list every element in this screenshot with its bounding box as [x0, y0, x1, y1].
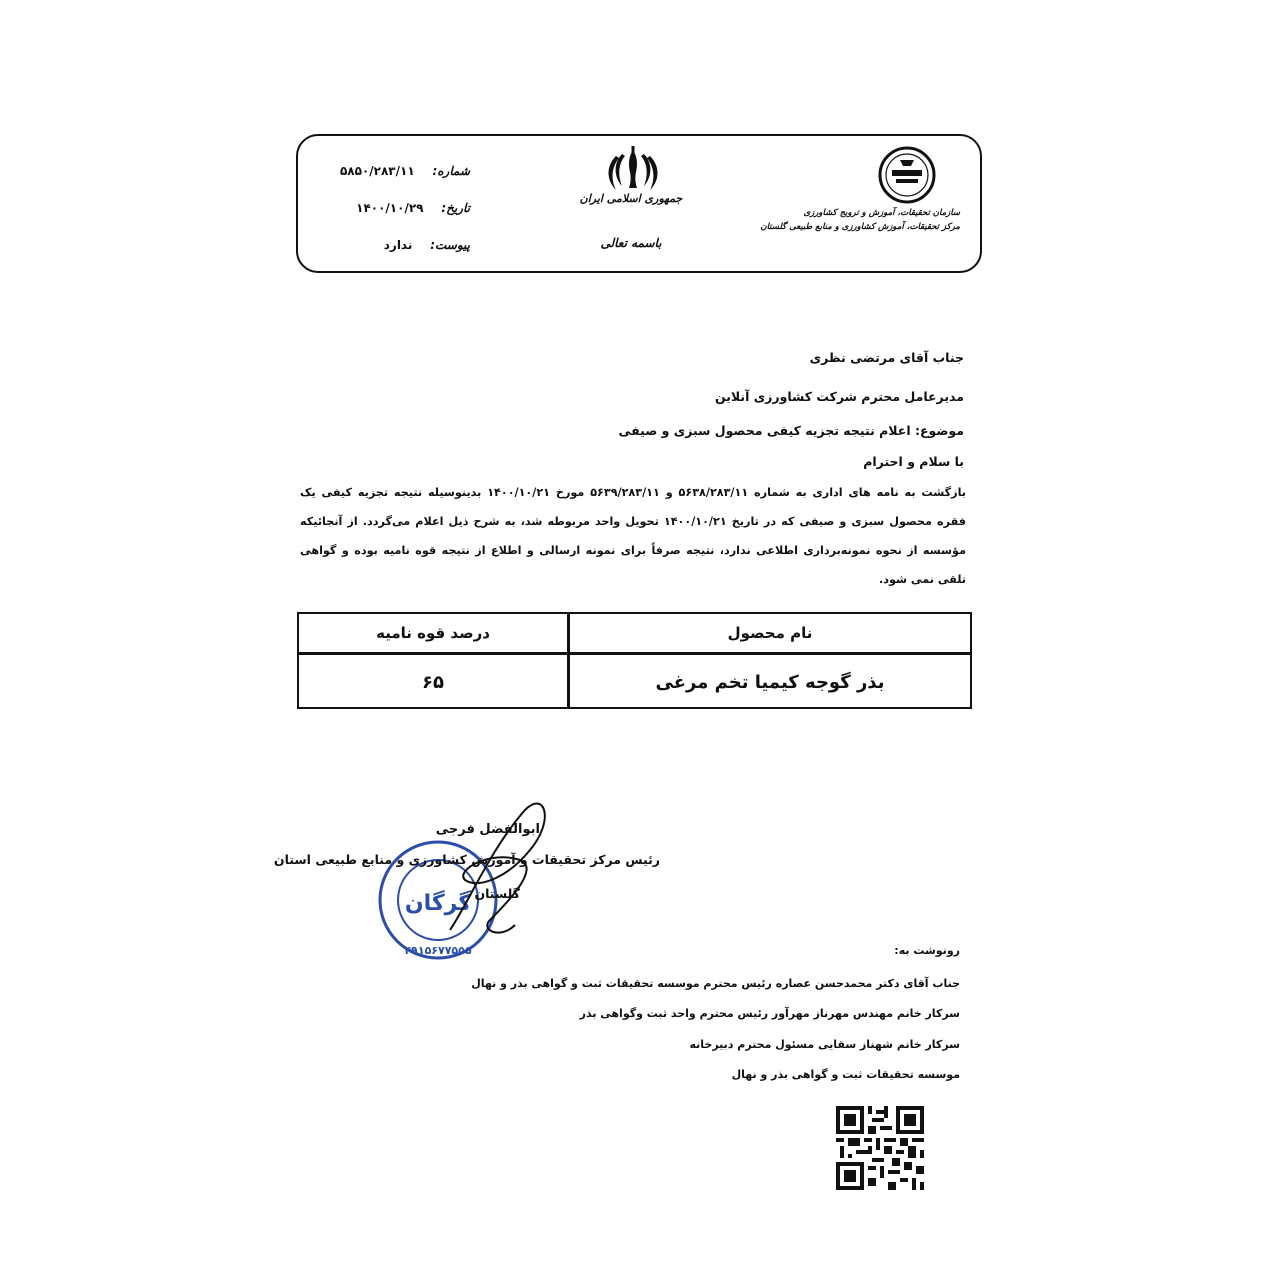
recipient-name: جناب آقای مرتضی نظری [809, 350, 964, 365]
letter-date-value: ۱۴۰۰/۱۰/۲۹ [356, 201, 424, 215]
copy-recipient-1: جناب آقای دکتر محمدحسن عصاره رئیس محترم موسسه تحقیقات ثبت و گواهی بذر و نهال [471, 977, 960, 990]
letter-date-label: تاریخ: [441, 201, 470, 215]
jahad-logo-icon [878, 146, 936, 204]
signatory-name: ابوالفضل فرجی [435, 822, 540, 837]
copy-recipient-4: موسسه تحقیقات ثبت و گواهی بذر و نهال [731, 1068, 960, 1081]
qr-code-icon [836, 1106, 924, 1190]
handwritten-signature [430, 790, 560, 950]
letter-attachment-row [340, 238, 470, 252]
letter-body: بازگشت به نامه های اداری به شماره ۵۶۳۸/۲۸۳/۱۱ و ۵۶۳۹/۲۸۳/۱۱ مورخ ۱۴۰۰/۱۰/۲۱ بدینوسیله نتیجه تجزیه کیفی یک فقره محصول سبزی و صیفی که در تاریخ ۱۴۰۰/۱۰/۲۱ تحویل واحد مربوطه شد، به شرح ذیل اعلام می‌گردد. از آنجائیکه مؤسسه از نحوه نمونه‌برداری اطلاعی ندارد، نتیجه صرفاً برای نمونه ارسالی و اطلاع از نتیجه قوه نامیه بوده و گواهی تلقی نمی شود. [300, 486, 966, 586]
signatory-title: رئیس مرکز تحقیقات و آموزش کشاورزی و منابع طبیعی استان [273, 852, 660, 867]
stamp-city: گرگان [404, 891, 472, 916]
header-product-name: نام محصول [567, 614, 970, 652]
copy-recipient-3: سرکار خانم شهناز سقایی مسئول محترم دبیرخانه [689, 1038, 960, 1051]
copy-recipient-2: سرکار خانم مهندس مهرناز مهرآور رئیس محترم واحد ثبت وگواهی بذر [579, 1007, 960, 1020]
stamp-postal: ۴۹۱۵۶۷۷۵۵۵ [404, 944, 472, 957]
letter-number-label: شماره: [432, 164, 470, 178]
letter-attachment-value: ندارد [383, 238, 413, 252]
result-table [297, 612, 972, 709]
letter-number-value: ۵۸۵۰/۲۸۳/۱۱ [339, 164, 415, 178]
germination-percent-cell: ۶۵ [422, 671, 444, 693]
signatory-title-province: گلستان [474, 886, 520, 901]
product-name-cell: بذر گوجه کیمیا تخم مرغی [567, 655, 970, 709]
org-name-line1: سازمان تحقیقات، آموزش و ترویج کشاورزی [803, 208, 960, 218]
letter-date-row [340, 201, 470, 215]
table-row [299, 655, 970, 709]
emblem-caption: جمهوری اسلامی ایران [579, 192, 683, 205]
recipient-title: مدیرعامل محترم شرکت کشاورزی آنلاین [714, 389, 964, 404]
letter-attachment-label: پیوست: [430, 238, 470, 252]
org-name-line2: مرکز تحقیقات، آموزش کشاورزی و منابع طبیعی گلستان [760, 222, 960, 232]
letter-subject: موضوع: اعلام نتیجه تجزیه کیفی محصول سبزی و صیفی [618, 423, 964, 438]
table-header-row [299, 614, 970, 655]
letter-greeting: با سلام و احترام [863, 454, 964, 469]
header-germination-percent: درصد قوه نامیه [376, 624, 490, 642]
iran-emblem-icon [598, 146, 668, 194]
copies-label: رونوشت به: [894, 944, 960, 957]
letter-number-row [340, 164, 470, 178]
basmala: باسمه تعالی [600, 236, 662, 250]
